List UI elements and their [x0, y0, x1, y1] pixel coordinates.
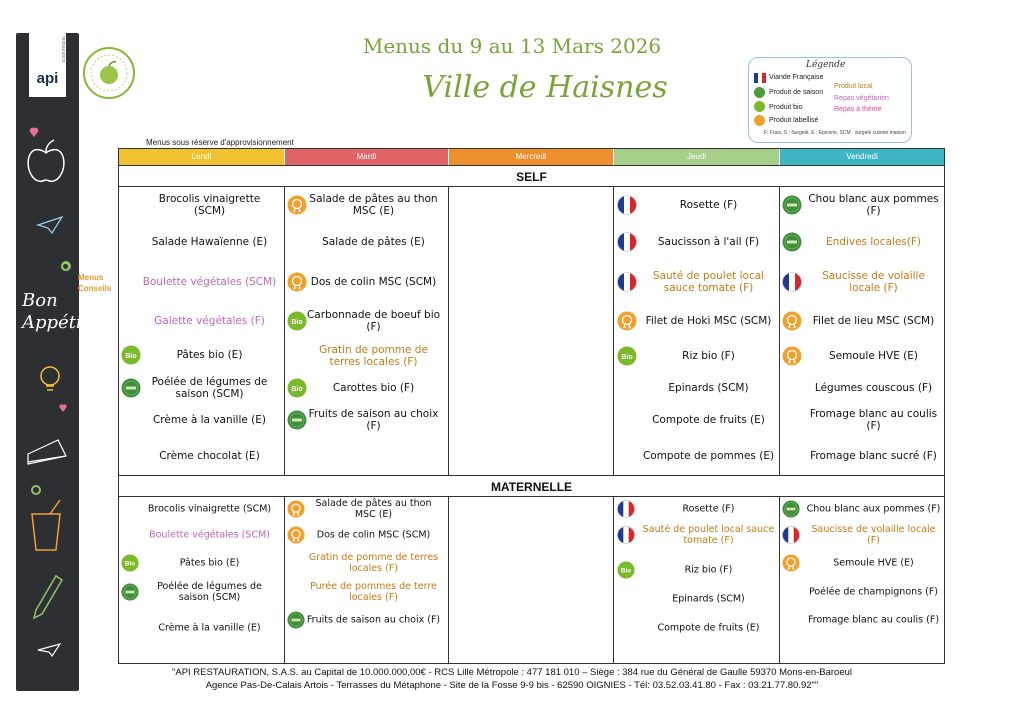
french-flag-icon	[617, 232, 637, 252]
legend-item-saison: Produit de saison	[769, 89, 824, 96]
conseils-line-1: Menus	[78, 273, 104, 282]
seasonal-produce-icon	[782, 195, 802, 215]
column-divider	[284, 496, 285, 663]
self-vendredi-dish: Endives locales(F)	[826, 236, 921, 248]
maternelle-vendredi-dish: Semoule HVE (E)	[833, 557, 914, 569]
self-lundi-dish: Pâtes bio (E)	[176, 349, 243, 361]
column-divider	[779, 496, 780, 663]
legend-title: Légende	[806, 60, 846, 70]
day-header-mardi: Mardi	[285, 149, 448, 165]
table-rule	[284, 165, 285, 166]
self-mardi-dish: Carottes bio (F)	[332, 382, 415, 394]
svg-text:Bio: Bio	[124, 560, 136, 568]
bon-appetit-line-1: Bon	[22, 290, 58, 311]
column-divider	[448, 186, 449, 475]
menu-period-title: Menus du 9 au 13 Mars 2026	[362, 34, 662, 58]
self-mardi-dish: Salade de pâtes au thon MSC (E)	[309, 193, 438, 217]
french-flag-icon	[617, 526, 635, 544]
maternelle-lundi-dish: Crème à la vanille (E)	[158, 622, 261, 634]
label-badge-icon	[617, 311, 637, 331]
column-divider	[779, 186, 780, 475]
self-jeudi-dish: Riz bio (F)	[682, 350, 735, 362]
self-mardi-dish: Fruits de saison au choix (F)	[308, 408, 439, 432]
self-lundi-dish: Salade Hawaïenne (E)	[151, 236, 268, 248]
self-lundi-dish: Crème à la vanille (E)	[152, 414, 267, 426]
maternelle-mardi-dish: Dos de colin MSC (SCM)	[316, 529, 431, 541]
day-header-vendredi: Vendredi	[780, 149, 944, 165]
label-badge-icon	[287, 500, 305, 518]
seasonal-produce-icon	[121, 583, 139, 601]
column-divider	[284, 186, 285, 475]
footer-legal-line-2: Agence Pas-De-Calais Artois - Terrasses du Métaphone - Site de la Fosse 9-9 bis - 62590 OIGNIES - Tél: 03.52.03.41.80 - Fax : 03.21.77.80.92""	[205, 680, 819, 691]
label-badge-icon	[754, 115, 765, 126]
maternelle-jeudi-dish: Rosette (F)	[682, 503, 735, 515]
maternelle-jeudi-dish: Sauté de poulet local sauce tomate (F)	[642, 524, 775, 546]
label-badge-icon	[782, 346, 802, 366]
self-lundi-dish: Poélée de légumes de saison (SCM)	[151, 376, 268, 400]
seasonal-produce-icon	[754, 87, 765, 98]
self-jeudi-dish: Sauté de poulet local sauce tomate (F)	[652, 270, 765, 294]
legend-color-local: Produit local	[834, 83, 873, 90]
maternelle-lundi-dish: Poélée de légumes de saison (SCM)	[157, 581, 262, 603]
maternelle-jeudi-dish: Compote de fruits (E)	[657, 622, 760, 634]
maternelle-mardi-dish: Salade de pâtes au thon MSC (E)	[315, 498, 432, 520]
self-vendredi-dish: Fromage blanc au coulis (F)	[809, 408, 938, 432]
label-badge-icon	[287, 272, 307, 292]
maternelle-jeudi-dish: Epinards (SCM)	[672, 593, 745, 605]
french-flag-icon	[617, 195, 637, 215]
maternelle-vendredi-dish: Fromage blanc au coulis (F)	[807, 614, 940, 626]
self-lundi-dish: Boulette végétales (SCM)	[142, 276, 277, 288]
city-title: Ville de Haisnes	[422, 70, 668, 105]
svg-text:Bio: Bio	[291, 319, 303, 326]
maternelle-mardi-dish: Purée de pommes de terre locales (F)	[310, 581, 437, 603]
section-maternelle-title: MATERNELLE	[490, 480, 573, 494]
reserve-note: Menus sous réserve d'approvisionnement	[146, 138, 294, 147]
column-divider	[448, 496, 449, 663]
maternelle-lundi-dish: Boulette végétales (SCM)	[149, 529, 270, 541]
legend-item-bio: Produit bio	[769, 104, 803, 111]
self-vendredi-dish: Semoule HVE (E)	[828, 350, 919, 362]
maternelle-mardi-dish: Fruits de saison au choix (F)	[306, 614, 441, 626]
self-jeudi-dish: Compote de pommes (E)	[642, 450, 775, 462]
french-flag-icon	[754, 73, 766, 83]
self-mardi-dish: Carbonnade de boeuf bio (F)	[306, 309, 441, 333]
maternelle-vendredi-dish: Saucisse de volaille locale (F)	[811, 524, 936, 546]
column-divider	[613, 186, 614, 475]
maternelle-jeudi-dish: Riz bio (F)	[684, 564, 733, 576]
french-flag-icon	[782, 526, 800, 544]
legend-note: F: Frais, S : Surgelé, E : Epicerie, SCM : surgelé cuisiné maison	[764, 130, 906, 136]
svg-text:Bio: Bio	[125, 353, 137, 360]
seasonal-produce-icon	[782, 232, 802, 252]
label-badge-icon	[782, 311, 802, 331]
bon-appetit-line-2: Appétit	[22, 312, 89, 333]
gear-icon	[61, 262, 70, 271]
self-vendredi-dish: Fromage blanc sucré (F)	[810, 450, 937, 462]
self-vendredi-dish: Saucisse de volaille locale (F)	[822, 270, 925, 294]
table-rule	[118, 186, 945, 187]
label-badge-icon	[287, 195, 307, 215]
self-jeudi-dish: Rosette (F)	[679, 199, 738, 211]
svg-text:Bio: Bio	[621, 354, 633, 361]
seasonal-produce-icon	[782, 500, 800, 518]
section-self-title: SELF	[516, 170, 547, 184]
menus-conseils-label	[78, 272, 111, 294]
legend-color-theme: Repas à thème	[834, 106, 882, 113]
table-rule	[118, 165, 945, 166]
api-logo-tagline: restauration	[60, 36, 66, 63]
heart-icon	[30, 128, 39, 137]
svg-text:Bio: Bio	[620, 567, 632, 575]
french-flag-icon	[782, 272, 802, 292]
maternelle-lundi-dish: Pâtes bio (E)	[179, 557, 240, 569]
column-divider	[613, 496, 614, 663]
legend-color-vegetarien: Repas végétarien	[834, 95, 889, 102]
chalk-doodles-illustration	[16, 110, 79, 670]
self-lundi-dish: Galette végétales (F)	[154, 315, 265, 327]
self-lundi-dish: Brocolis vinaigrette (SCM)	[158, 193, 261, 217]
day-header-mercredi: Mercredi	[449, 149, 613, 165]
self-mardi-dish: Dos de colin MSC (SCM)	[310, 276, 437, 288]
legend-item-label: Produit labellisé	[769, 117, 819, 124]
self-vendredi-dish: Chou blanc aux pommes (F)	[808, 193, 939, 217]
maternelle-mardi-dish: Gratin de pomme de terres locales (F)	[308, 552, 439, 574]
api-logo: api	[36, 70, 59, 87]
seasonal-produce-icon	[287, 611, 305, 629]
seasonal-produce-icon	[287, 410, 307, 430]
maternelle-vendredi-dish: Chou blanc aux pommes (F)	[806, 503, 941, 515]
self-jeudi-dish: Epinards (SCM)	[668, 382, 749, 394]
table-rule	[118, 475, 945, 476]
footer-legal-line-1: "API RESTAURATION, S.A.S. au Capital de 10.000.000,00€ - RCS Lille Métropole : 477 181 010 – Siège : 384 rue du Général de Gaulle 59370 Mons-en-Baroeul	[171, 667, 853, 678]
bio-icon	[121, 554, 139, 572]
self-jeudi-dish: Filet de Hoki MSC (SCM)	[645, 315, 772, 327]
self-jeudi-dish: Saucisson à l'ail (F)	[657, 236, 760, 248]
bio-icon	[287, 311, 307, 331]
bio-icon	[754, 101, 765, 112]
day-header-lundi: Lundi	[119, 149, 284, 165]
french-flag-icon	[617, 500, 635, 518]
self-lundi-dish: Crème chocolat (E)	[159, 450, 260, 462]
legend-item-viande: Viande Française	[769, 74, 824, 81]
maternelle-vendredi-dish: Poélée de champignons (F)	[808, 586, 938, 598]
label-badge-icon	[287, 526, 305, 544]
french-flag-icon	[617, 272, 637, 292]
day-header-jeudi: Jeudi	[614, 149, 779, 165]
seasonal-produce-icon	[121, 378, 141, 398]
svg-text:Bio: Bio	[291, 386, 303, 393]
bon-appetit-slogan	[22, 290, 89, 334]
maternelle-lundi-dish: Brocolis vinaigrette (SCM)	[147, 503, 272, 515]
self-vendredi-dish: Légumes couscous (F)	[814, 382, 933, 394]
label-badge-icon	[782, 554, 800, 572]
bio-icon	[617, 346, 637, 366]
bio-icon	[617, 561, 635, 579]
self-mardi-dish: Salade de pâtes (E)	[322, 236, 425, 248]
conseils-line-2: Conseils	[78, 284, 112, 293]
table-rule	[118, 496, 945, 497]
bio-icon	[287, 378, 307, 398]
self-vendredi-dish: Filet de lieu MSC (SCM)	[812, 315, 935, 327]
self-jeudi-dish: Compote de fruits (E)	[652, 414, 765, 426]
bio-icon	[121, 345, 141, 365]
self-mardi-dish: Gratin de pomme de terres locales (F)	[319, 344, 428, 368]
